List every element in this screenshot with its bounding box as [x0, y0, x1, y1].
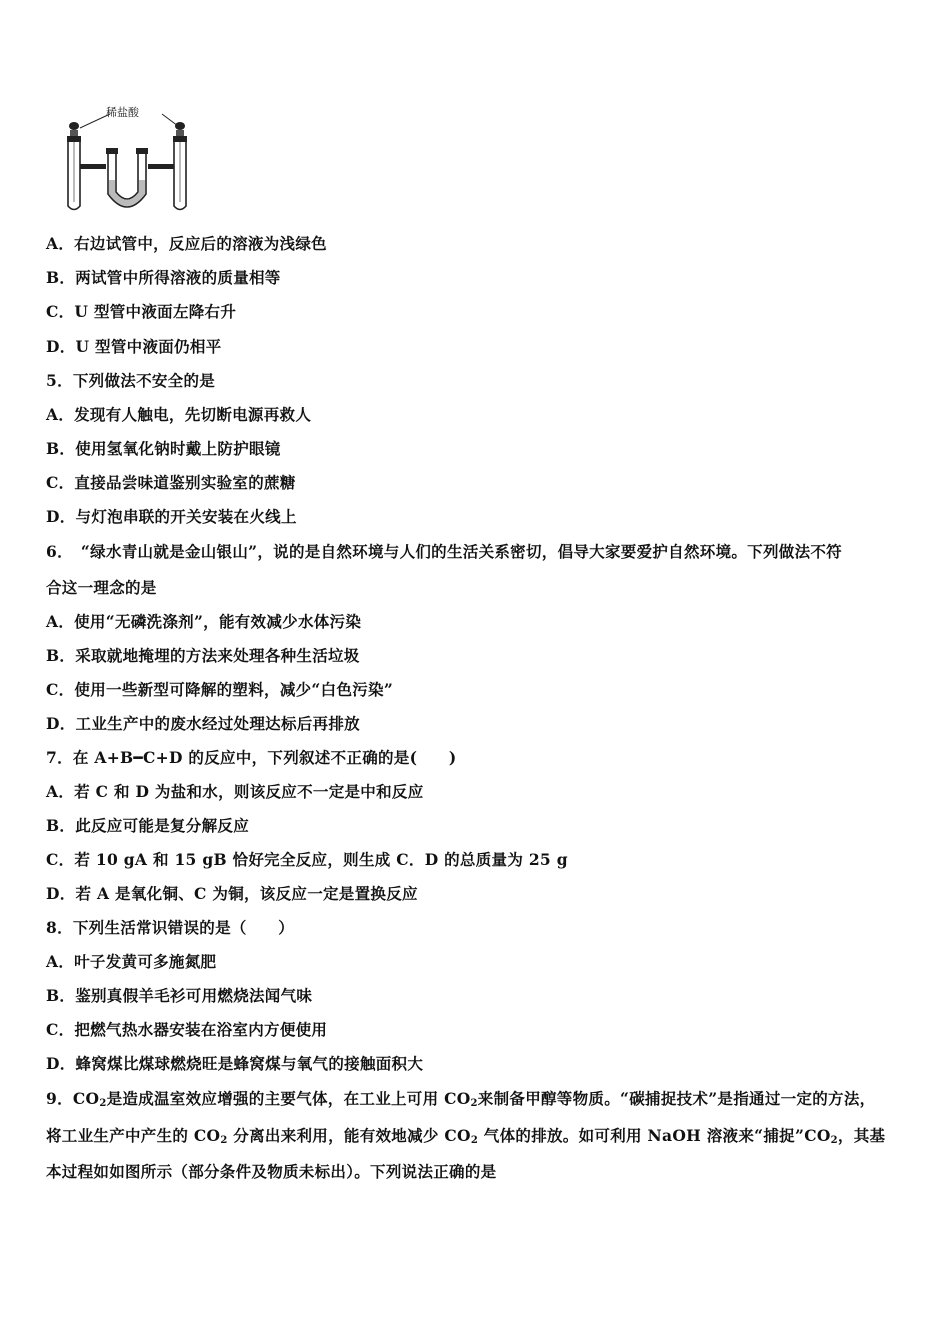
- option-a-q8: A．叶子发黄可多施氮肥: [46, 952, 217, 971]
- option-d-q4: D．U 型管中液面仍相平: [46, 337, 222, 356]
- question-9-line2: 将工业生产中产生的 $CO_2$ 分离出来利用，能有效地减少 $CO_2$ 气体的排放。如可利用 NaOH 溶液来“捕捉$”CO_2$，其基: [46, 1126, 886, 1146]
- option-c-q8: C．把燃气热水器安装在浴室内方便使用: [46, 1020, 328, 1039]
- option-b-q6: B．采取就地掩埋的方法来处理各种生活垃圾: [46, 646, 360, 665]
- question-7: 7．在 A+B━C+D 的反应中，下列叙述不正确的是( ): [46, 748, 457, 767]
- option-c-q5: C．直接品尝味道鉴别实验室的蔗糖: [46, 473, 296, 492]
- option-b-q5: B．使用氢氧化钠时戴上防护眼镜: [46, 439, 281, 458]
- question-6-line1: 6． “绿水青山就是金山银山”，说的是自然环境与人们的生活关系密切，倡导大家要爱护自然环境。下列做法不符: [46, 542, 842, 561]
- figure-label: 稀盐酸: [106, 106, 139, 119]
- option-c-q7: C．若 10 gA 和 15 gB 恰好完全反应，则生成 C．D 的总质量为 25 g: [46, 850, 568, 869]
- option-a-q7: A．若 C 和 D 为盐和水，则该反应不一定是中和反应: [46, 782, 424, 801]
- question-6-line2: 合这一理念的是: [46, 578, 157, 597]
- option-a-q6: A．使用“无磷洗涤剂”，能有效减少水体污染: [46, 612, 362, 631]
- option-c-q4: C．U 型管中液面左降右升: [46, 302, 237, 321]
- option-a-q5: A．发现有人触电，先切断电源再救人: [46, 405, 312, 424]
- option-d-q6: D．工业生产中的废水经过处理达标后再排放: [46, 714, 360, 733]
- question-9-line1: 9．$CO_2$是造成温室效应增强的主要气体，在工业上可用 $CO_2$来制备甲醇等物质。“碳捕捉技术”是指通过一定的方法，: [46, 1089, 876, 1109]
- option-b-q7: B．此反应可能是复分解反应: [46, 816, 250, 835]
- question-5: 5．下列做法不安全的是: [46, 371, 216, 390]
- option-d-q5: D．与灯泡串联的开关安装在火线上: [46, 507, 297, 526]
- option-b-q8: B．鉴别真假羊毛衫可用燃烧法闻气味: [46, 986, 313, 1005]
- question-8: 8．下列生活常识错误的是（ ）: [46, 918, 295, 937]
- apparatus-figure: [58, 102, 206, 214]
- option-a-q4: A．右边试管中，反应后的溶液为浅绿色: [46, 234, 327, 253]
- option-d-q7: D．若 A 是氧化铜、C 为铜，该反应一定是置换反应: [46, 884, 418, 903]
- option-b-q4: B．两试管中所得溶液的质量相等: [46, 268, 281, 287]
- option-d-q8: D．蜂窝煤比煤球燃烧旺是蜂窝煤与氧气的接触面积大: [46, 1054, 424, 1073]
- question-9-line3: 本过程如如图所示（部分条件及物质未标出）。下列说法正确的是: [46, 1162, 497, 1181]
- option-c-q6: C．使用一些新型可降解的塑料，减少“白色污染”: [46, 680, 394, 699]
